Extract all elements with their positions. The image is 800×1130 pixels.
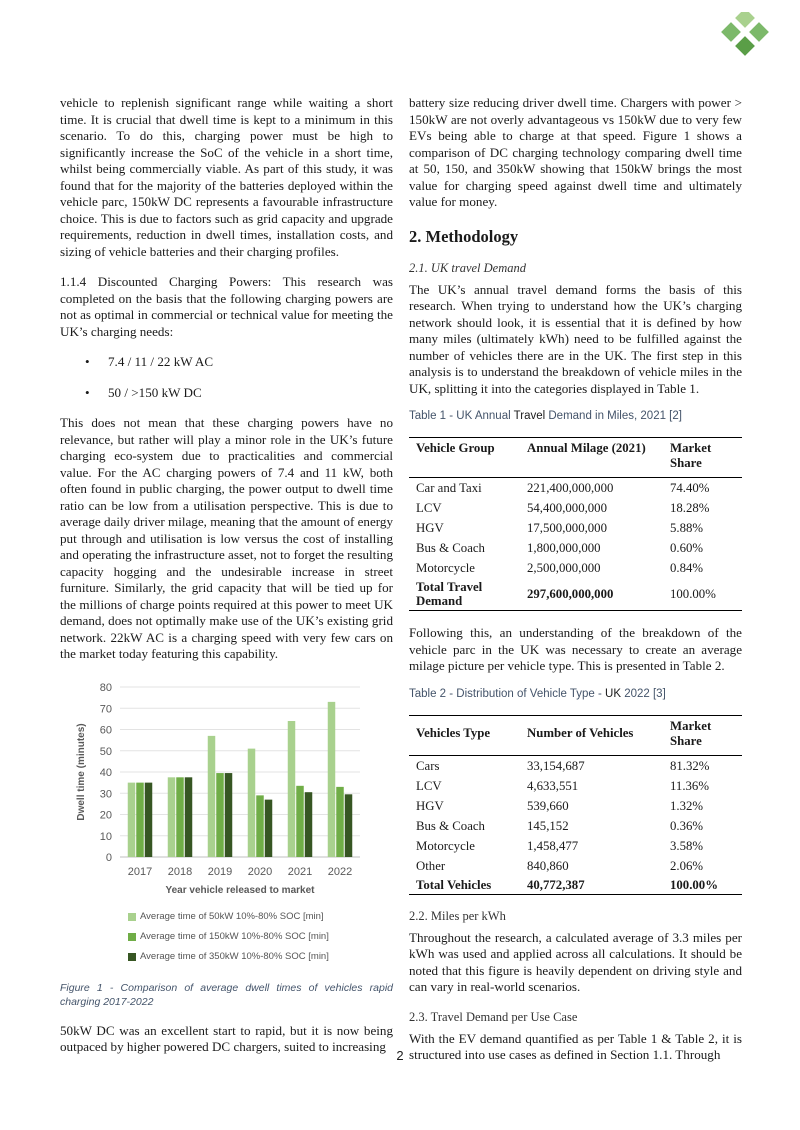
bar <box>216 773 224 857</box>
right-column <box>409 95 742 1064</box>
table-1-header: Market Share <box>663 438 742 478</box>
left-paragraph-3: This does not mean that these charging powers have no relevance, but rather will play a minor role in the UK’s future charging eco-system due to practicalities and commercial value. For the AC charging powers of 7.4 and 11 kW, both often found in public charging, the power output to dwell time ratio can be low from a utilisation perspective. This is due to average daily driver milage, meaning that the amount of energy put through and utilisation is low versus the cost of installing and operating the infrastructure asset, not to forget the resulting capacity hogging and the undesirable increase in street furniture. Similarly, the grid capacity that will be tied up for the millions of charge points required at this power to meet UK demand, does not optimally make use of the UK’s existing grid network. 22kW AC is a charging speed with very few cars on the market today featuring this capability. <box>60 415 393 661</box>
legend-item-50kw: Average time of 50kW 10%-80% SOC [min] <box>128 907 393 927</box>
bar <box>305 792 313 857</box>
bar <box>208 735 216 856</box>
table-row: Car and Taxi 221,400,000,000 74.40% <box>416 481 710 495</box>
table-row: LCV 4,633,551 11.36% <box>416 778 709 793</box>
figure-1 <box>60 677 393 967</box>
bar <box>345 794 353 857</box>
bar <box>265 799 273 856</box>
x-tick-label: 2018 <box>167 865 193 878</box>
bar <box>256 795 264 857</box>
y-tick-label: 10 <box>99 830 112 843</box>
left-column <box>60 95 393 1056</box>
y-tick-label: 40 <box>99 766 112 779</box>
table-2-total-row: Total Vehicles 40,772,387 100.00% <box>409 876 742 895</box>
legend-item-150kw: Average time of 150kW 10%-80% SOC [min] <box>128 927 393 947</box>
discounted-powers-paragraph: 1.1.4 Discounted Charging Powers: This research was completed on the basis that the following charging powers are not as optimal in commercial or technical value for meeting the UK’s charging needs: <box>60 274 393 339</box>
legend-swatch-150kw <box>128 933 136 941</box>
bar <box>248 748 256 856</box>
bar <box>288 721 296 857</box>
bar <box>168 777 176 857</box>
table-1-header: Vehicle Group <box>409 438 520 478</box>
table-row: Cars 33,154,687 81.32% <box>416 758 710 773</box>
x-tick-label: 2022 <box>327 865 353 878</box>
company-logo <box>716 12 776 56</box>
table-2-header: Vehicles Type <box>409 715 520 755</box>
table-2-header: Market Share <box>663 715 742 755</box>
right-paragraph-5: With the EV demand quantified as per Table 1 & Table 2, it is structured into use cases as defined in Section 1.1. Through <box>409 1030 742 1062</box>
y-tick-label: 50 <box>99 745 112 758</box>
bar <box>185 777 193 857</box>
legend-swatch-350kw <box>128 953 136 961</box>
table-1-header: Annual Milage (2021) <box>520 438 663 478</box>
table-row: LCV 54,400,000,000 18.28% <box>416 501 710 515</box>
legend-swatch-50kw <box>128 913 136 921</box>
bar <box>296 785 304 856</box>
right-paragraph-4: Throughout the research, a calculated average of 3.3 miles per kWh was used and applied across all calculations. It should be noted that this figure is heavily dependent on driving style and can vary in real-world scenarios. <box>409 929 742 994</box>
table-row: Bus & Coach 1,800,000,000 0.60% <box>416 541 704 555</box>
table-2-caption: Table 2 - Distribution of Vehicle Type - UK 2022 [3] <box>409 687 666 700</box>
table-row: Motorcycle 1,458,477 3.58% <box>416 838 704 853</box>
table-2-header-row <box>409 715 742 755</box>
x-tick-label: 2017 <box>127 865 153 878</box>
legend-item-350kw: Average time of 350kW 10%-80% SOC [min] <box>128 947 393 967</box>
methodology-heading: 2. Methodology <box>409 226 519 246</box>
table-row: Bus & Coach 145,152 0.36% <box>416 818 704 833</box>
x-tick-label: 2019 <box>207 865 233 878</box>
table-1 <box>409 437 742 611</box>
bullet-list <box>60 354 393 401</box>
left-paragraph-1: vehicle to replenish significant range while waiting a short time. It is crucial that dwell time is kept to a minimum in this scenario. To do this, charging power must be high to significantly increase the SoC of the vehicle in a short time, whilst being commercially viable. As part of this study, it was found that for the majority of the batteries deployed within the vehicle parc, 150kW DC represents a favourable infrastructure choice. This is due to factors such as grid capacity and upgrade requirements, reduction in dwell times, installation costs, and sizing of vehicle batteries and their charging profiles. <box>60 95 393 259</box>
y-tick-label: 60 <box>99 724 112 736</box>
figure-1-caption: Figure 1 - Comparison of average dwell times of vehicles rapid charging 2017-2022 <box>60 981 393 1008</box>
table-1-total-row: Total Travel Demand 297,600,000,000 100.00% <box>409 578 742 611</box>
bar <box>136 782 144 856</box>
bar <box>128 782 136 856</box>
table-row: Other 840,860 2.06% <box>416 858 704 873</box>
right-paragraph-3: Following this, an understanding of the breakdown of the vehicle parc in the UK was necessary to create an average milage picture per vehicle type. This is presented in Table 2. <box>409 625 742 673</box>
chart-legend <box>128 907 393 967</box>
x-axis-label: Year vehicle released to market <box>165 884 315 896</box>
dwell-time-chart <box>60 677 393 902</box>
table-row: HGV 17,500,000,000 5.88% <box>416 521 704 535</box>
miles-per-kwh-heading: 2.2. Miles per kWh <box>409 908 506 923</box>
y-tick-label: 70 <box>99 702 112 715</box>
table-1-caption: Table 1 - UK Annual Travel Demand in Miles, 2021 [2] <box>409 410 682 422</box>
y-tick-label: 20 <box>99 809 112 821</box>
bar <box>225 773 233 857</box>
table-row: HGV 539,660 1.32% <box>416 798 704 813</box>
bar <box>176 777 184 857</box>
uk-travel-demand-heading: 2.1. UK travel Demand <box>409 260 526 275</box>
y-tick-label: 30 <box>99 787 112 800</box>
table-2-header: Number of Vehicles <box>520 715 663 755</box>
x-tick-label: 2021 <box>287 865 313 878</box>
table-row: Motorcycle 2,500,000,000 0.84% <box>416 561 704 575</box>
bullet-ac-powers: • 7.4 / 11 / 22 kW AC <box>60 354 393 371</box>
right-paragraph-1: battery size reducing driver dwell time. Chargers with power > 150kW are not overly advantageous vs 150kW due to very few EVs being able to charge at that speed. Figure 1 shows a comparison of DC charging technology comparing dwell time at 50, 150, and 350kW showing that 150kW brings the most value for charging speed against dwell time and ultimately value for money. <box>409 95 742 209</box>
bar <box>336 786 344 856</box>
bar <box>145 782 153 856</box>
y-axis-label: Dwell time (minutes) <box>76 722 87 821</box>
bullet-dc-powers: • 50 / >150 kW DC <box>60 385 393 402</box>
y-tick-label: 80 <box>99 681 112 694</box>
x-tick-label: 2020 <box>247 865 273 878</box>
travel-demand-per-use-case-heading: 2.3. Travel Demand per Use Case <box>409 1009 578 1024</box>
left-paragraph-4: 50kW DC was an excellent start to rapid, but it is now being outpaced by higher powered DC chargers, suited to increasing <box>60 1022 393 1054</box>
y-tick-label: 0 <box>105 851 112 864</box>
table-2 <box>409 715 742 895</box>
table-1-header-row <box>409 438 742 478</box>
right-paragraph-2: The UK’s annual travel demand forms the basis of this research. When trying to understand how the UK’s charging network should look, it is essential that it is defined by how many miles (ultimately kWh) need to be fulfilled against the number of vehicles there are in the UK. The first step in this analysis is to understand the breakdown of vehicle miles in the UK, splitting it into the categories displayed in Table 1. <box>409 281 742 396</box>
page-number: 2 <box>396 1048 404 1063</box>
bar <box>328 701 336 856</box>
